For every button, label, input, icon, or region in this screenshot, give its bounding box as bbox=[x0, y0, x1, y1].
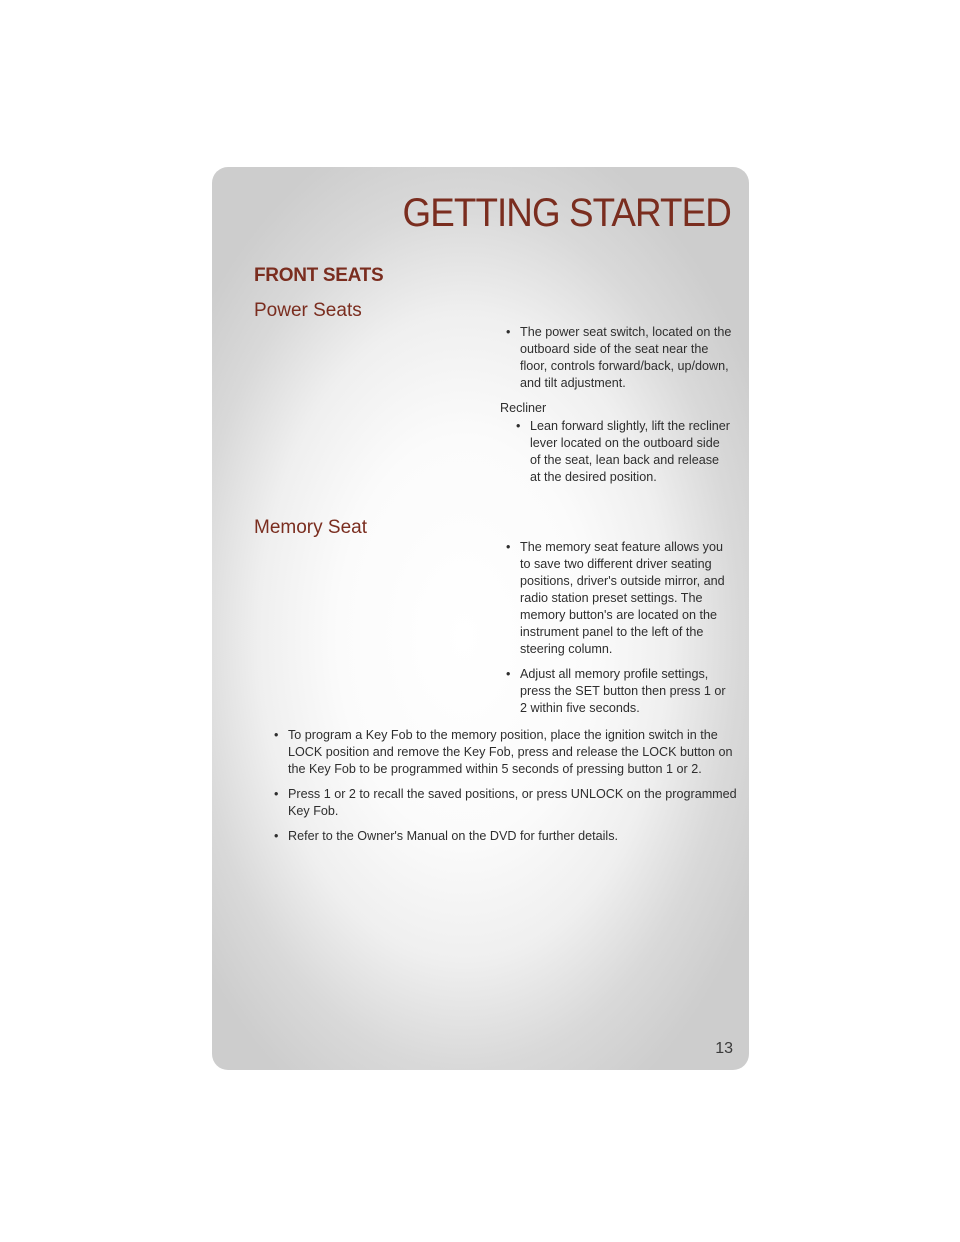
list-item: • The power seat switch, located on the outboard side of the seat near the floor, controls forward/back, up/down, and tilt adjustment. bbox=[500, 324, 732, 392]
memory-seat-details-list bbox=[268, 727, 738, 845]
power-seats-heading: Power Seats bbox=[254, 300, 362, 321]
list-item: • The memory seat feature allows you to save two different driver seating positions, driver's outside mirror, and radio station preset settings. The memory button's are located on the instrument panel to the left of the steering column. bbox=[500, 539, 732, 658]
page-number: 13 bbox=[715, 1040, 733, 1057]
list-item: • Lean forward slightly, lift the recliner lever located on the outboard side of the seat, lean back and release at the desired position. bbox=[510, 418, 732, 486]
list-item: • Adjust all memory profile settings, press the SET button then press 1 or 2 within five seconds. bbox=[500, 666, 732, 717]
memory-seat-heading: Memory Seat bbox=[254, 517, 367, 538]
section-header: GETTING STARTED bbox=[402, 191, 731, 235]
memory-seat-text bbox=[500, 539, 732, 725]
memory-seat-list bbox=[500, 539, 732, 717]
memory-seat-details bbox=[268, 727, 738, 853]
power-seats-text bbox=[500, 324, 732, 494]
recliner-list bbox=[500, 418, 732, 486]
page-title: FRONT SEATS bbox=[254, 265, 384, 286]
power-seats-list bbox=[500, 324, 732, 392]
recliner-label: Recliner bbox=[500, 401, 547, 415]
list-item: • To program a Key Fob to the memory position, place the ignition switch in the LOCK position and remove the Key Fob, press and release the LOCK button on the Key Fob to be programmed within 5 seconds of pressing button 1 or 2. bbox=[268, 727, 738, 778]
list-item: • Press 1 or 2 to recall the saved positions, or press UNLOCK on the programmed Key Fob. bbox=[268, 786, 738, 820]
list-item: • Refer to the Owner's Manual on the DVD for further details. bbox=[268, 828, 738, 845]
page-panel bbox=[212, 167, 749, 1070]
